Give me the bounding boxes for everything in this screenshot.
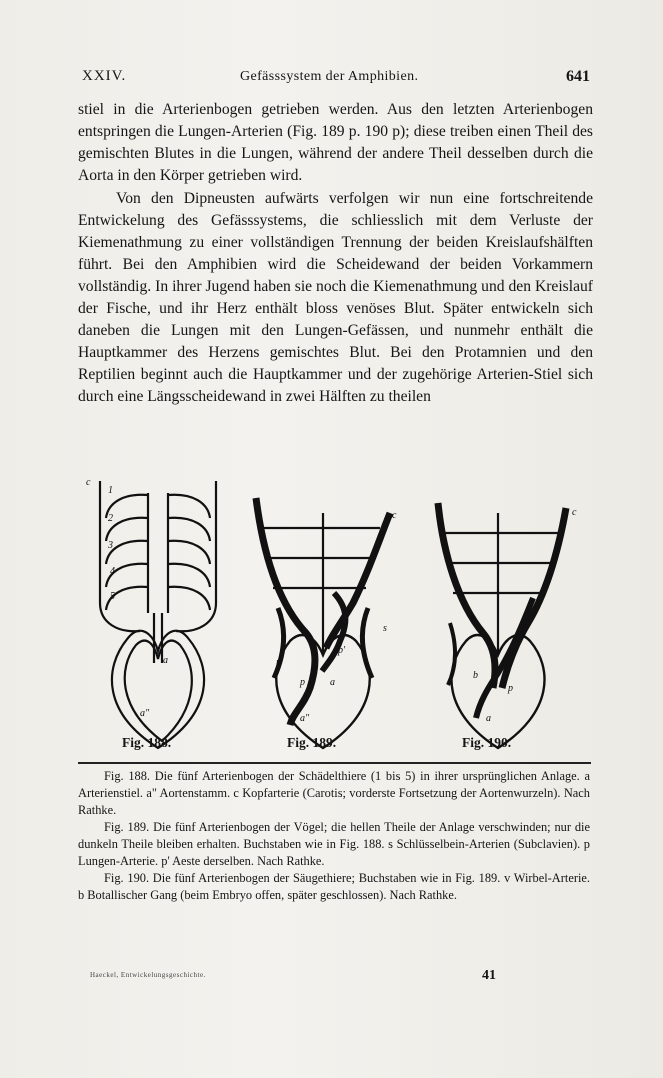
footer-signature-number: 41 [482, 968, 496, 983]
fig190-label-a: a [486, 713, 491, 724]
fig189-label-p-left: p [276, 657, 281, 668]
fig189-label-s: s [383, 623, 387, 634]
fig190-label-c: c [572, 507, 577, 518]
fig188-label-a-aorta: a" [140, 708, 150, 719]
caption-divider [78, 762, 591, 764]
fig188-label-2: 2 [108, 513, 113, 524]
caption-190: Fig. 190. Die fünf Arterienbogen der Säugethiere; Buchstaben wie in Fig. 189. v Wirbel-Arterie. b Botallischer Gang (beim Embryo offen, später geschlossen). Nach Rathke. [78, 871, 590, 902]
arterial-arches-illustration [78, 473, 598, 758]
running-title: Gefässsystem der Amphibien. [240, 69, 419, 84]
paragraph-1: stiel in die Arterienbogen getrieben werden. Aus den letzten Arterienbogen entspringen die Lungen-Arterien (Fig. 189 p. 190 p); diese treiben einen Theil des gemischten Blutes in die Lungen, während der andere Theil desselben durch die Aorta in den Körper getrieben wird. [78, 101, 593, 184]
fig189-label-a: a [330, 677, 335, 688]
fig-188-drawing [100, 481, 216, 748]
fig190-label-p: p [508, 683, 513, 694]
body-text [78, 99, 593, 408]
fig-189-label: Fig. 189. [287, 735, 337, 750]
fig-190-label: Fig. 190. [462, 735, 512, 750]
figure-captions [78, 768, 590, 904]
caption-188: Fig. 188. Die fünf Arterienbogen der Schädelthiere (1 bis 5) in ihrer ursprünglichen Anlage. a Arterienstiel. a" Aortenstamm. c Kopfarterie (Carotis; vorderste Fortsetzung der Aortenwurzeln). Nach Rathke. [78, 769, 590, 817]
paragraph-2: Von den Dipneusten aufwärts verfolgen wir nun eine fortschreitende Entwickelung des Gefässsystems, die schliesslich mit dem Verluste der Kiemenathmung zu einer vollständigen Trennung der beiden Kreislaufshälften führt. Bei den Amphibien wird die Scheidewand der beiden Vorkammern vollständig. In ihrer Jugend haben sie noch die Kiemenathmung und den Kreislauf der Fische, und ihr Herz enthält bloss venöses Blut. Später entwickeln sich daneben die Lungen mit den Lungen-Gefässen, und nunmehr enthält die Hauptkammer des Herzens gemischtes Blut. Bei den Protamnien und den Reptilien beginnt auch die Hauptkammer und der zugehörige Arterien-Stiel sich durch eine Längsscheidewand in zwei Hälften zu theilen [78, 190, 593, 405]
caption-189: Fig. 189. Die fünf Arterienbogen der Vögel; die hellen Theile der Anlage verschwinden; nur die dunkeln Theile bleiben erhalten. Buchstaben wie in Fig. 188. s Schlüsselbein-Arterien (Subclavien). p Lungen-Arterie. p' Aeste derselben. Nach Rathke. [78, 820, 590, 868]
fig188-label-a: a [163, 655, 168, 666]
fig190-label-b: b [473, 670, 478, 681]
fig188-label-c: c [86, 477, 91, 488]
fig188-label-5: 5 [110, 591, 115, 602]
fig189-label-a-aorta: a" [300, 713, 310, 724]
running-header [0, 68, 663, 90]
fig189-label-p-prime: p' [338, 645, 346, 656]
fig188-label-1: 1 [108, 485, 113, 496]
page-number: 641 [566, 68, 590, 85]
chapter-number: XXIV. [82, 68, 127, 84]
fig189-label-p: p [300, 677, 305, 688]
fig189-label-c: c [392, 510, 397, 521]
fig188-label-4: 4 [110, 566, 115, 577]
fig-190-drawing [438, 503, 566, 748]
fig-188-label: Fig. 188. [122, 735, 172, 750]
footer-signature-line: Haeckel, Entwickelungsgeschichte. [90, 971, 206, 979]
fig-189-drawing [256, 498, 390, 748]
fig188-label-3: 3 [108, 540, 113, 551]
figure-group [78, 473, 598, 758]
